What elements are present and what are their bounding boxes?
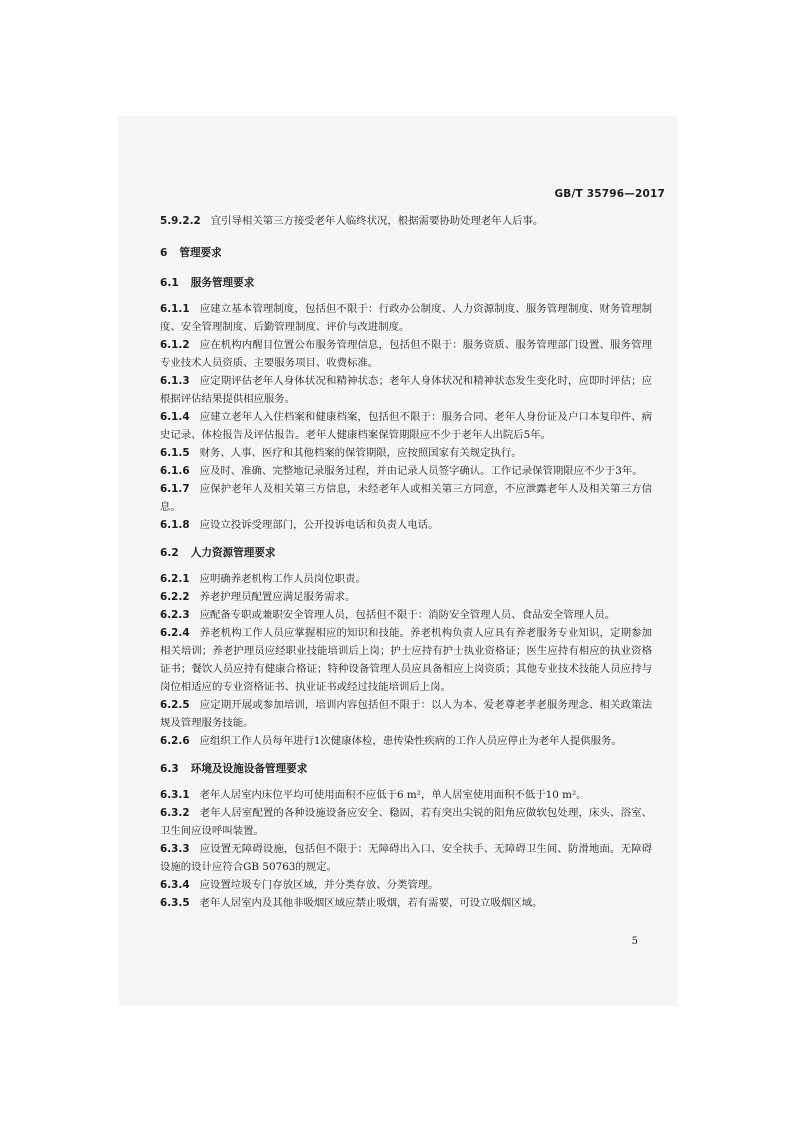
paragraph-6-2-6: 6.2.6 应组织工作人员每年进行1次健康体检，患传染性疾病的工作人员应停止为老年人提供服务。 (160, 735, 622, 747)
paragraph-6-3-3: 6.3.3 应设置无障碍设施，包括但不限于：无障碍出入口、安全扶手、无障碍卫生间、防滑地面。无障碍设施的设计应符合GB 50763的规定。 (160, 843, 652, 873)
paragraph-6-1-6: 6.1.6 应及时、准确、完整地记录服务过程，并由记录人员签字确认。工作记录保管期限应不少于3年。 (160, 465, 643, 477)
paragraph-6-3-4: 6.3.4 应设置垃圾专门存放区域，并分类存放、分类管理。 (160, 879, 439, 891)
paragraph-6-2-3: 6.2.3 应配备专职或兼职安全管理人员，包括但不限于：消防安全管理人员、食品安全管理人员。 (160, 609, 616, 621)
paragraph-6-1-4: 6.1.4 应建立老年人入住档案和健康档案，包括但不限于：服务合同、老年人身份证及户口本复印件、病史记录、体检报告及评估报告。老年人健康档案保管期限应不少于老年人出院后5年。 (160, 411, 652, 441)
paragraph-6-1-2: 6.1.2 应在机构内醒目位置公布服务管理信息，包括但不限于：服务资质、服务管理部门设置、服务管理专业技术人员资质、主要服务项目、收费标准。 (160, 339, 652, 369)
standard-code-header: GB/T 35796—2017 (554, 188, 665, 200)
section-heading-6-3: 6.3 环境及设施设备管理要求 (160, 763, 308, 775)
section-heading-6-1: 6.1 服务管理要求 (160, 277, 255, 289)
section-heading-6-2: 6.2 人力资源管理要求 (160, 547, 276, 559)
paragraph-6-2-4: 6.2.4 养老机构工作人员应掌握相应的知识和技能。养老机构负责人应具有养老服务专业知识，定期参加相关培训；养老护理员应经职业技能培训后上岗；护士应持有护士执业资格证；医生应持有相应的执业资格证书；餐饮人员应持有健康合格证；特种设备管理人员应具备相应上岗资质；其他专业技术技能人员应持与岗位相适应的专业资格证书、执业证书或经过技能培训后上岗。 (160, 627, 652, 693)
paragraph-5-9-2-2: 5.9.2.2 宜引导相关第三方接受老年人临终状况，根据需要协助处理老年人后事。 (160, 215, 544, 227)
paragraph-6-3-5: 6.3.5 老年人居室内及其他非吸烟区域应禁止吸烟，若有需要，可设立吸烟区域。 (160, 897, 543, 909)
document-body (160, 212, 652, 912)
paragraph-6-3-1: 6.3.1 老年人居室内床位平均可使用面积不应低于6 m²，单人居室使用面积不低于10 m²。 (160, 789, 587, 801)
paragraph-6-1-5: 6.1.5 财务、人事、医疗和其他档案的保管期限，应按照国家有关规定执行。 (160, 447, 522, 459)
section-heading-6: 6 管理要求 (160, 247, 222, 259)
page-number: 5 (631, 936, 638, 947)
paragraph-6-2-1: 6.2.1 应明确养老机构工作人员岗位职责。 (160, 573, 366, 585)
paragraph-6-1-7: 6.1.7 应保护老年人及相关第三方信息，未经老年人或相关第三方同意，不应泄露老年人及相关第三方信息。 (160, 483, 652, 513)
paragraph-6-1-1: 6.1.1 应建立基本管理制度，包括但不限于：行政办公制度、人力资源制度、服务管理制度、财务管理制度、安全管理制度、后勤管理制度、评价与改进制度。 (160, 303, 652, 333)
paragraph-6-1-3: 6.1.3 应定期评估老年人身体状况和精神状态；老年人身体状况和精神状态发生变化时，应即时评估；应根据评估结果提供相应服务。 (160, 375, 652, 405)
paragraph-6-3-2: 6.3.2 老年人居室配置的各种设施设备应安全、稳固，若有突出尖锐的阳角应做软包处理，床头、浴室、卫生间应设呼叫装置。 (160, 807, 652, 837)
paragraph-6-2-2: 6.2.2 养老护理员配置应满足服务需求。 (160, 591, 356, 603)
paragraph-6-2-5: 6.2.5 应定期开展或参加培训，培训内容包括但不限于：以人为本、爱老尊老孝老服务理念、相关政策法规及管理服务技能。 (160, 699, 652, 729)
paragraph-6-1-8: 6.1.8 应设立投诉受理部门，公开投诉电话和负责人电话。 (160, 519, 439, 531)
